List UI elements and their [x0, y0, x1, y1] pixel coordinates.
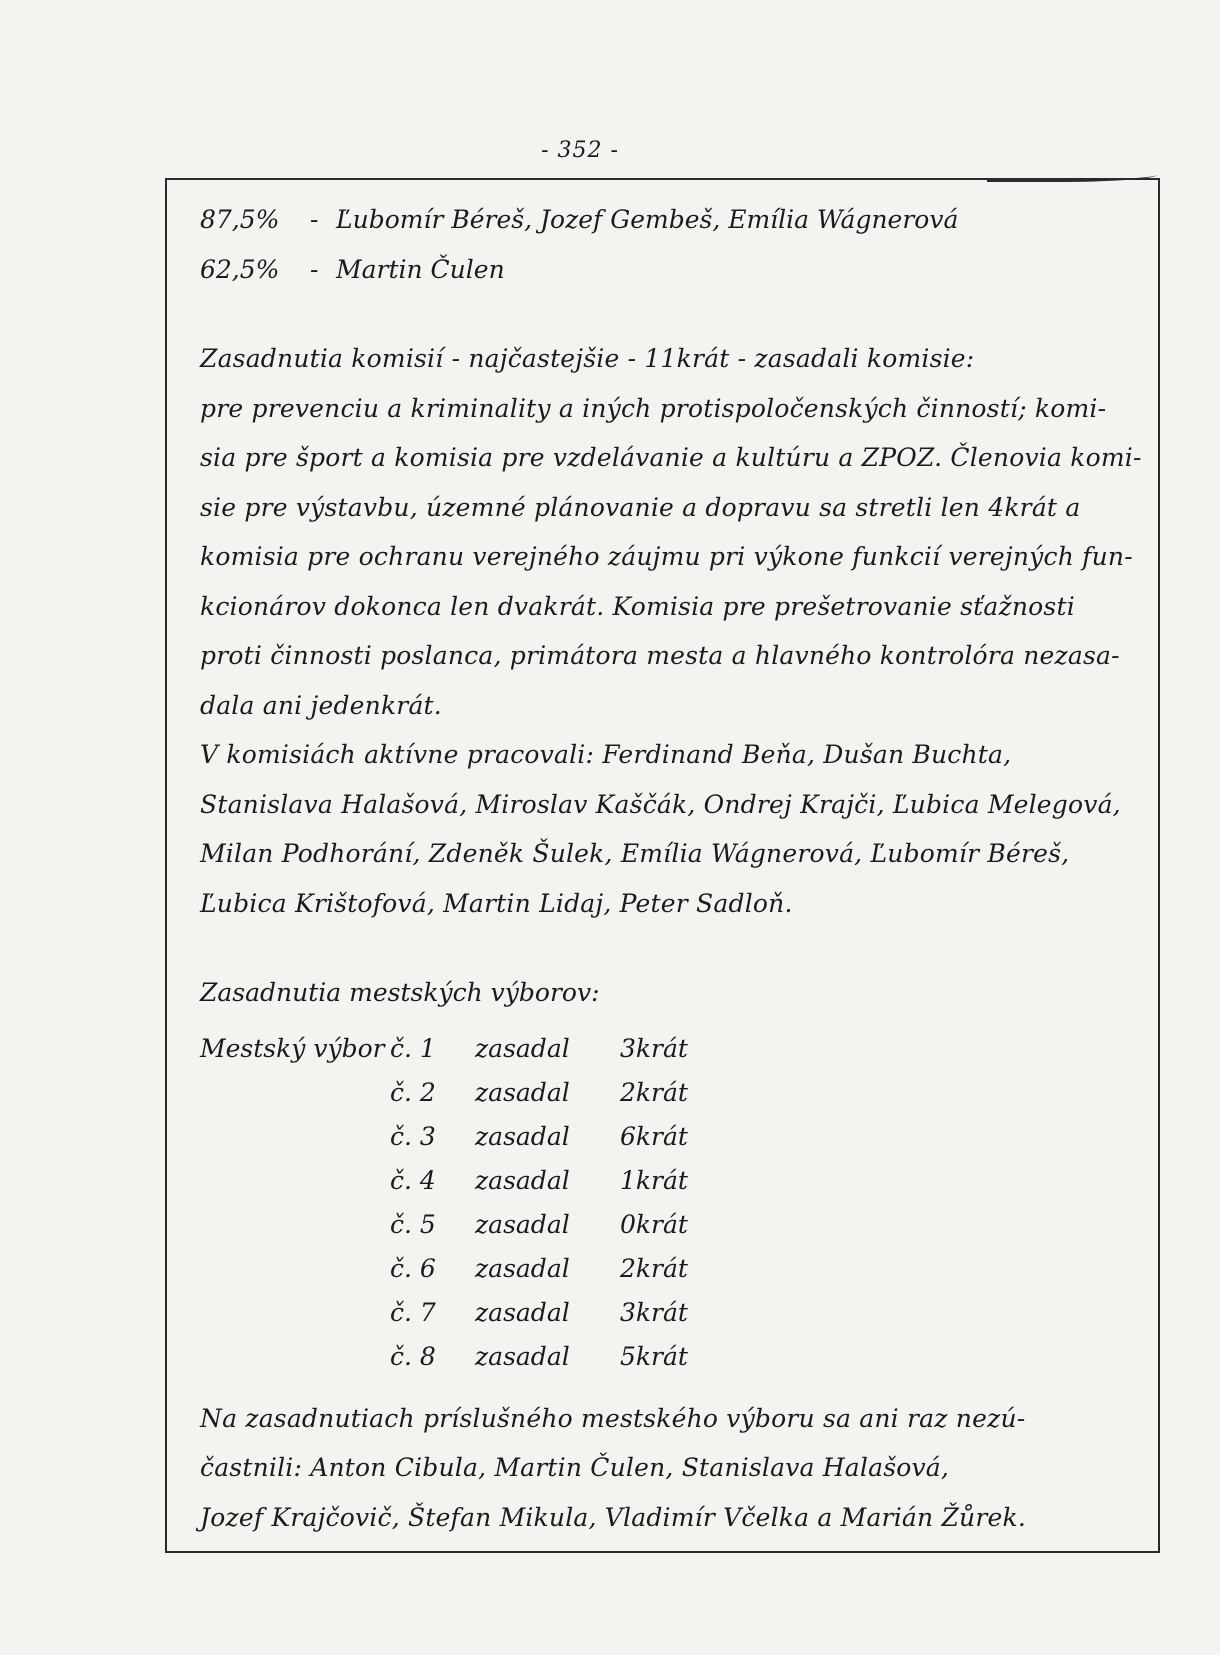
text-line: Ľubica Krištofová, Martin Lidaj, Peter Sadloň. — [200, 888, 793, 918]
dash: - — [310, 205, 319, 234]
spacer — [200, 928, 1150, 968]
committee-row — [200, 1156, 1150, 1200]
committee-verb: zasadal — [475, 1121, 570, 1151]
committee-times: 0krát — [620, 1209, 688, 1239]
committee-row — [200, 1332, 1150, 1376]
committees-heading: Zasadnutia mestských výborov: — [200, 978, 600, 1007]
committee-number: č. 1 — [390, 1033, 436, 1063]
committee-number: č. 8 — [390, 1341, 436, 1371]
text-line: komisia pre ochranu verejného záujmu pri výkone funkcií verejných fun- — [200, 542, 1133, 571]
text-line: dala ani jedenkrát. — [200, 690, 442, 720]
text-line: Na zasadnutiach príslušného mestského výboru sa ani raz nezú- — [200, 1403, 1026, 1433]
committee-row — [200, 1244, 1150, 1288]
committee-verb: zasadal — [475, 1253, 570, 1283]
committee-number: č. 4 — [390, 1165, 436, 1195]
text-line: Zasadnutia komisií - najčastejšie - 11krát - zasadali komisie: — [200, 344, 975, 373]
committees-table — [200, 1024, 1150, 1376]
page-number: - 352 - — [541, 138, 619, 163]
committee-verb: zasadal — [475, 1297, 570, 1327]
paragraph-active-members — [200, 730, 1150, 928]
paragraph-commissions — [200, 334, 1150, 730]
committee-times: 3krát — [620, 1033, 688, 1063]
committee-times: 6krát — [620, 1121, 688, 1151]
text-line: Stanislava Halašová, Miroslav Kaščák, Ondrej Krajči, Ľubica Melegová, — [200, 789, 1121, 819]
committee-verb: zasadal — [475, 1209, 570, 1239]
committee-number: č. 7 — [390, 1297, 436, 1327]
committee-number: č. 5 — [390, 1209, 436, 1239]
committee-row — [200, 1068, 1150, 1112]
percent-value: 62,5% — [200, 254, 280, 284]
committee-times: 5krát — [620, 1341, 688, 1371]
paragraph-absentees — [200, 1394, 1150, 1543]
text-line: pre prevenciu a kriminality a iných protispoločenských činností; komi- — [200, 393, 1107, 423]
dash: - — [310, 254, 319, 284]
committee-number: č. 3 — [390, 1121, 436, 1151]
committee-verb: zasadal — [475, 1077, 570, 1107]
committee-number: č. 6 — [390, 1253, 436, 1283]
committee-times: 1krát — [620, 1165, 688, 1195]
percent-names: Ľubomír Béreš, Jozef Gembeš, Emília Wágnerová — [336, 205, 959, 234]
committee-times: 3krát — [620, 1297, 688, 1327]
text-line: Milan Podhorání, Zdeněk Šulek, Emília Wágnerová, Ľubomír Béreš, — [200, 839, 1070, 868]
text-line: sia pre šport a komisia pre vzdelávanie a kultúru a ZPOZ. Členovia komi- — [200, 443, 1142, 472]
committee-number: č. 2 — [390, 1077, 436, 1107]
spacer — [200, 294, 1150, 334]
committee-verb: zasadal — [475, 1165, 570, 1195]
percent-names: Martin Čulen — [336, 254, 505, 284]
text-line: kcionárov dokonca len dvakrát. Komisia pre prešetrovanie sťažnosti — [200, 591, 1075, 621]
text-line: V komisiách aktívne pracovali: Ferdinand Beňa, Dušan Buchta, — [200, 740, 1012, 769]
committee-row — [200, 1288, 1150, 1332]
text-line: častnili: Anton Cibula, Martin Čulen, Stanislava Halašová, — [200, 1453, 950, 1482]
handwritten-text — [200, 195, 1150, 1542]
percent-value: 87,5% — [200, 205, 280, 234]
committee-row — [200, 1024, 1150, 1068]
committee-label: Mestský výbor — [200, 1033, 385, 1063]
committee-times: 2krát — [620, 1077, 688, 1107]
committee-verb: zasadal — [475, 1033, 570, 1063]
percent-line — [200, 245, 1150, 295]
text-line: proti činnosti poslanca, primátora mesta a hlavného kontrolóra nezasa- — [200, 641, 1120, 670]
committee-row — [200, 1200, 1150, 1244]
text-line: sie pre výstavbu, územné plánovanie a dopravu sa stretli len 4krát a — [200, 492, 1081, 522]
percent-line — [200, 195, 1150, 245]
text-line: Jozef Krajčovič, Štefan Mikula, Vladimír Včelka a Marián Žůrek. — [200, 1502, 1026, 1532]
committee-times: 2krát — [620, 1253, 688, 1283]
committee-row — [200, 1112, 1150, 1156]
committee-verb: zasadal — [475, 1341, 570, 1371]
